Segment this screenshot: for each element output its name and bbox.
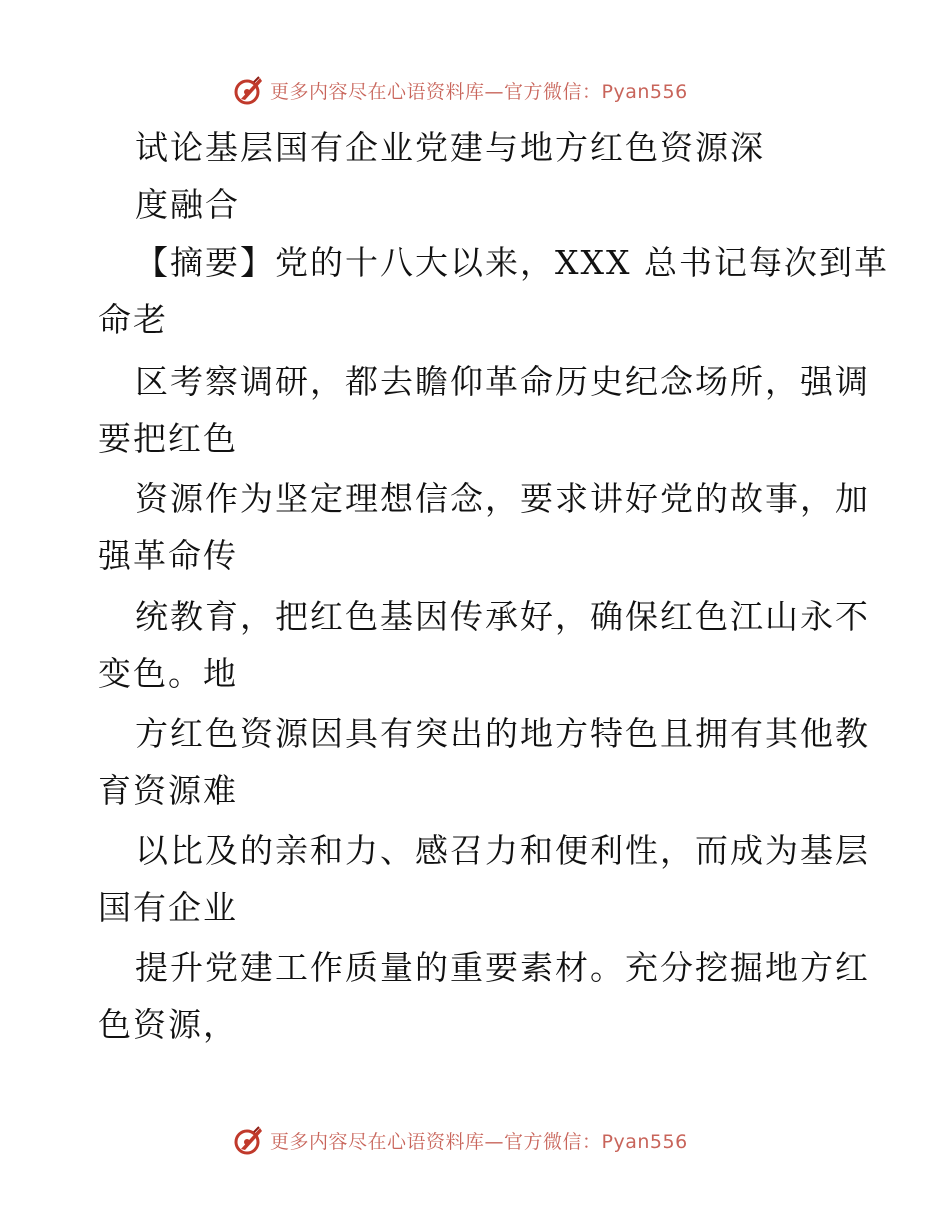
document-title-line-2: 度融合 [135, 185, 240, 224]
abstract-line: 色资源， [98, 1005, 238, 1044]
header-watermark-banner [232, 70, 688, 110]
abstract-line: 以比及的亲和力、感召力和便利性，而成为基层 [135, 831, 870, 870]
document-title-line-1: 试论基层国有企业党建与地方红色资源深 [135, 128, 765, 167]
quill-pen-logo-icon [232, 1123, 266, 1157]
abstract-line: 育资源难 [98, 771, 238, 810]
abstract-line: 强革命传 [98, 536, 238, 575]
abstract-line: 统教育，把红色基因传承好，确保红色江山永不 [135, 597, 870, 636]
abstract-line: 命老 [98, 300, 168, 339]
abstract-line: 资源作为坚定理想信念，要求讲好党的故事，加 [135, 479, 870, 518]
header-watermark-text: 更多内容尽在心语资料库—官方微信：Pyan556 [270, 80, 688, 103]
quill-pen-logo-icon [232, 73, 266, 107]
footer-watermark-banner [232, 1120, 688, 1160]
abstract-line: 区考察调研，都去瞻仰革命历史纪念场所，强调 [135, 362, 870, 401]
abstract-line: 方红色资源因具有突出的地方特色且拥有其他教 [135, 714, 870, 753]
abstract-line: 变色。地 [98, 654, 238, 693]
abstract-line: 国有企业 [98, 888, 238, 927]
abstract-line: 要把红色 [98, 419, 238, 458]
footer-watermark-text: 更多内容尽在心语资料库—官方微信：Pyan556 [270, 1130, 688, 1153]
abstract-line: 提升党建工作质量的重要素材。充分挖掘地方红 [135, 948, 870, 987]
abstract-line: 【摘要】党的十八大以来，XXX 总书记每次到革 [135, 243, 889, 282]
